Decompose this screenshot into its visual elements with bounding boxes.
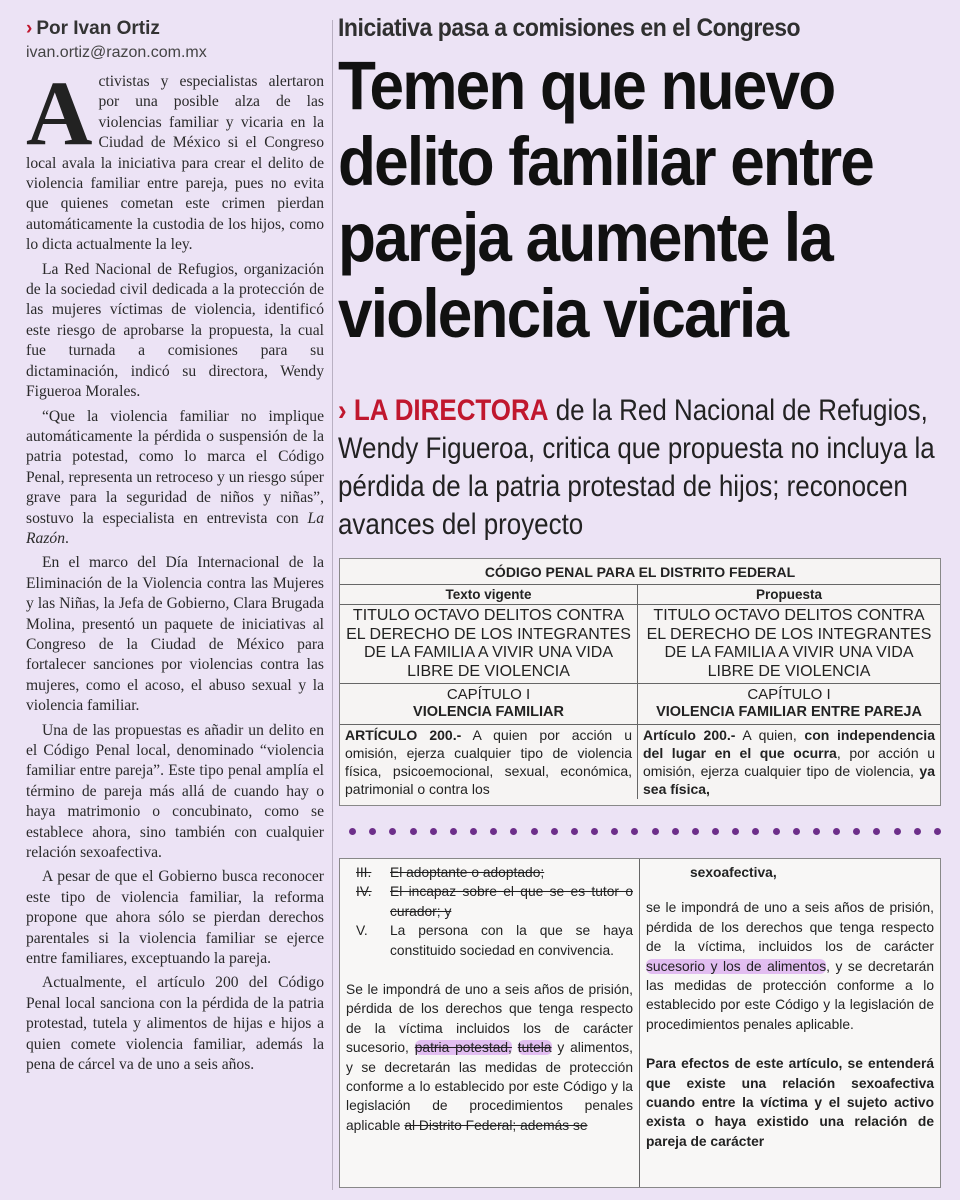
deck-subheadline [338,392,944,544]
highlight-sucesorio-alimentos: sucesorio y los de alimentos [646,958,827,974]
title-current: TITULO OCTAVO DELITOS CONTRA EL DERECHO DE LOS INTEGRANTES DE LA FAMILIA A VIVIR UNA VIDA LIBRE DE VIOLENCIA [340,605,638,683]
paragraph-6: A pesar de que el Gobierno busca reconocer este tipo de violencia familiar, la reforma propone que ahora sólo se pierdan derechos parentales si la violencia familiar se ejerce entre familiares, exceptuando la pareja. [26,868,324,968]
separator-dot [389,828,396,835]
chapter-current: CAPÍTULO I VIOLENCIA FAMILIAR [340,684,638,724]
separator-dot [490,828,497,835]
deck-lead: › LA DIRECTORA [338,394,549,427]
proposal-continuation: sexoafectiva, [690,865,777,880]
separator-dot [813,828,820,835]
separator-dot [894,828,901,835]
separator-dot [873,828,880,835]
separator-dot [430,828,437,835]
separator-dot [833,828,840,835]
title-proposal: TITULO OCTAVO DELITOS CONTRA EL DERECHO DE LOS INTEGRANTES DE LA FAMILIA A VIVIR UNA VIDA LIBRE DE VIOLENCIA [646,607,932,680]
separator-dot [510,828,517,835]
separator-dot [450,828,457,835]
chapter-proposal: CAPÍTULO I VIOLENCIA FAMILIAR ENTRE PAREJA [656,686,922,720]
kicker: Iniciativa pasa a comisiones en el Congreso [338,14,801,42]
deck-text: de la Red Nacional de Refugios, Wendy Figueroa, critica que propuesta no incluya la pérdida de la patria protestad de hijos; reconocen avances del proyecto [338,394,935,541]
article-proposal: Artículo 200.- A quien, con independencia del lugar en el que ocurra, por acción u omisión, ejerza cualquier tipo de violencia, ya sea física, [643,727,935,797]
paragraph-3: “Que la violencia familiar no implique automáticamente la pérdida o suspensión de la patria potestad, como lo marca el Código Penal, representa un retroceso y un riesgo súper grave para la seguridad de niños y niñas”, sostuvo la especialista en entrevista con La Razón. [26,407,324,547]
proposal-text-column [640,859,940,1187]
column-header-proposal: Propuesta [755,587,823,602]
code-comparison-table-top [339,558,941,806]
table-row [340,684,940,725]
column-divider [332,20,333,1190]
separator-dot [591,828,598,835]
author-name: Por Ivan Ortiz [36,18,160,39]
author-email[interactable]: ivan.ortiz@razon.com.mx [26,44,207,61]
separator-dot [712,828,719,835]
separator-dot [410,828,417,835]
chevron-right-icon: › [26,18,33,39]
article-current: ARTÍCULO 200.- A quien por acción u omisión, ejerza cualquier tipo de violencia física, psicoemocional, sexual, económica, patrimonial o contra los [340,725,638,799]
separator-dot [551,828,558,835]
current-text-column [340,859,640,1187]
table-header-row [340,585,940,605]
separator-dot [611,828,618,835]
separator-dot [793,828,800,835]
byline [26,18,324,40]
paragraph-1: Activistas y especialistas alertaron por una posible alza de las violencias familiar y vicaria en la Ciudad de México si el Congreso local avala la iniciativa para crear el delito de violencia familiar entre pareja, pues no evita que quienes cometan este crimen pierdan automáticamente la custodia de los hijos, como lo dicta actualmente la ley. [26,62,324,254]
separator-dot [732,828,739,835]
drop-cap: A [26,62,93,164]
separator-dot [692,828,699,835]
separator-dot [672,828,679,835]
paragraph-7: Actualmente, el artículo 200 del Código Penal local sanciona con la pérdida de la patria protestad, tutela y alimentos de hijas e hijos a quien comete violencia familiar, además la pena de cárcel va de uno a seis años. [26,974,324,1074]
dotted-separator [349,823,941,839]
separator-dot [631,828,638,835]
penalty-proposal: se le impondrá de uno a seis años de prisión, pérdida de los derechos que tenga respecto de la víctima, incluidos los de carácter sucesorio y los de alimentos, y se decretarán las medidas de protección conforme a lo establecido por este Código y la legislación de procedimientos penales aplicable. [646,900,934,1032]
table-row [340,605,940,684]
separator-dot [934,828,941,835]
table-row [340,725,940,799]
separator-dot [752,828,759,835]
list-item: III. El adoptante o adoptado; [356,865,545,880]
list-item: IV. El incapaz sobre el que se es tutor o curador; y [356,884,633,919]
separator-dot [349,828,356,835]
highlight-patria-potestad: patria potestad, [414,1040,512,1056]
source-name: La Razón [26,509,324,547]
list-item: V. La persona con la que se haya constituido sociedad en convivencia. [356,923,633,958]
separator-dot [571,828,578,835]
penalty-current: Se le impondrá de uno a seis años de prisión, pérdida de los derechos que tenga respecto de la víctima incluidos los de carácter sucesorio, patria potestad, tutela y alimentos, y se decretarán las medidas de protección conforme a lo establecido por este Código y la legislación de procedimientos penales aplicable al Distrito Federal; además se [346,982,633,1133]
separator-dot [470,828,477,835]
article-body-column [26,18,324,1188]
separator-dot [652,828,659,835]
paragraph-2: La Red Nacional de Refugios, organización de la sociedad civil dedicada a la protección de las mujeres víctimas de violencia, identificó este riesgo de aprobarse la propuesta, la cual fue turnada a comisiones para su dictaminación, indicó su directora, Wendy Figueroa Morales. [26,260,324,401]
sexoafectiva-definition: Para efectos de este artículo, se entenderá que existe una relación sexoafectiva cuando entre la víctima y el sujeto activo exista o haya existido una relación de pareja de carácter [646,1056,934,1149]
separator-dot [369,828,376,835]
highlight-tutela: tutela [517,1040,552,1056]
separator-dot [773,828,780,835]
column-header-current: Texto vigente [340,585,638,604]
headline: Temen que nuevo delito familiar entre pareja aumente la violencia vicaria [338,47,874,352]
code-comparison-table-bottom [339,858,941,1188]
separator-dot [531,828,538,835]
table-title: CÓDIGO PENAL PARA EL DISTRITO FEDERAL [340,559,940,585]
paragraph-5: Una de las propuestas es añadir un delito en el Código Penal local, denominado “violencia familiar entre pareja”. Este tipo penal amplía el término de pareja más allá de cuando hay o haya matrimonio o concubinato, como se establece ahora, sino también con cualquier relación sexoafectiva. [26,721,324,862]
separator-dot [914,828,921,835]
paragraph-4: En el marco del Día Internacional de la Eliminación de la Violencia contra las Mujeres y las Niñas, la Jefa de Gobierno, Clara Brugada Molina, presentó un paquete de iniciativas al Congreso de la Ciudad de México para fortalecer sanciones por violencias contra las mujeres, como el acoso, el abuso sexual y la violencia familiar. [26,554,324,715]
separator-dot [853,828,860,835]
